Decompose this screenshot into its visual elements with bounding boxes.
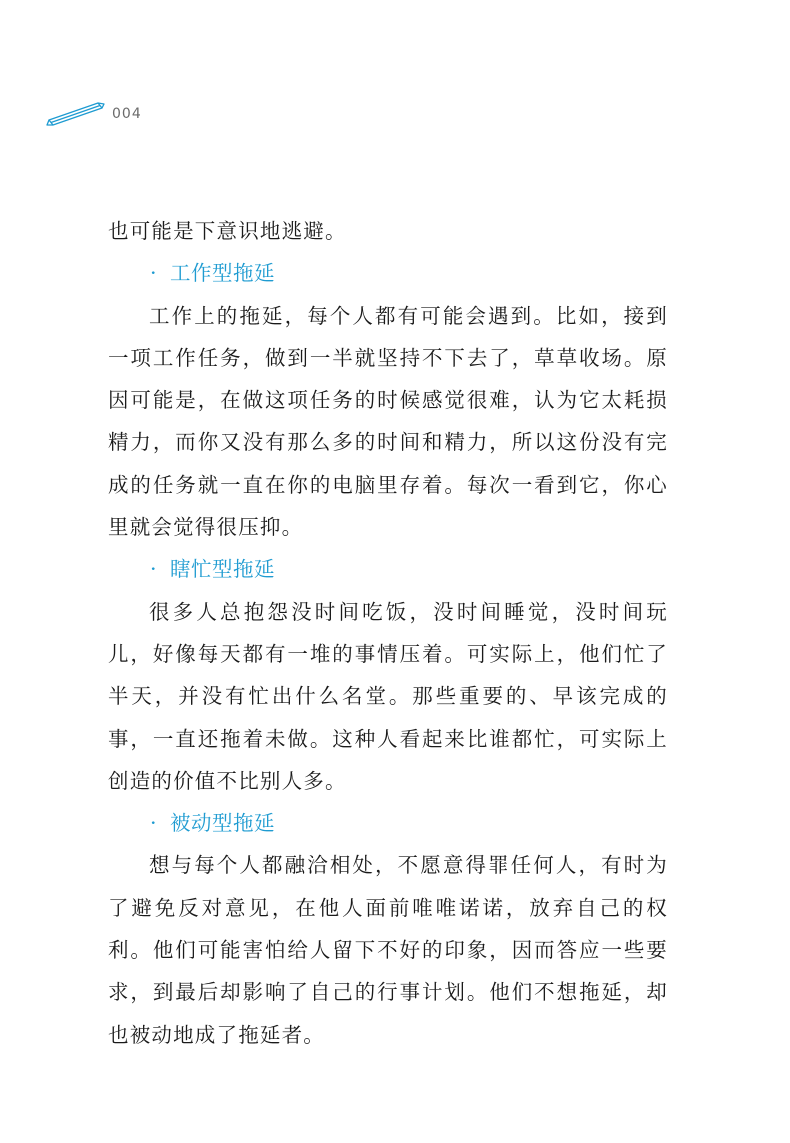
page-number: 004	[112, 106, 142, 122]
page-header	[46, 98, 246, 132]
section-heading-work	[108, 252, 668, 294]
section-heading-passive	[108, 802, 668, 844]
intro-paragraph: 也可能是下意识地逃避。	[108, 219, 347, 243]
bullet-dot: ·	[150, 261, 158, 286]
section-paragraph-passive: 想与每个人都融洽相处，不愿意得罪任何人，有时为了避免反对意见，在他人面前唯唯诺诺，放弃自己的权利。他们可能害怕给人留下不好的印象，因而答应一些要求，到最后却影响了自己的行事计划。他们不想拖延，却也被动地成了拖延者。	[108, 853, 668, 1047]
pencil-icon	[46, 98, 106, 132]
section-heading-busy	[108, 548, 668, 590]
bullet-dot: ·	[150, 811, 158, 836]
section-paragraph-work: 工作上的拖延，每个人都有可能会遇到。比如，接到一项工作任务，做到一半就坚持不下去了，草草收场。原因可能是，在做这项任务的时候感觉很难，认为它太耗损精力，而你又没有那么多的时间和精力，所以这份没有完成的任务就一直在你的电脑里存着。每次一看到它，你心里就会觉得很压抑。	[108, 303, 668, 540]
section-heading-label: 瞎忙型拖延	[170, 557, 275, 582]
section-heading-label: 被动型拖延	[170, 811, 275, 836]
page-body	[108, 210, 668, 1056]
bullet-dot: ·	[150, 557, 158, 582]
section-heading-label: 工作型拖延	[170, 261, 275, 286]
section-paragraph-busy: 很多人总抱怨没时间吃饭，没时间睡觉，没时间玩儿，好像每天都有一堆的事情压着。可实际上，他们忙了半天，并没有忙出什么名堂。那些重要的、早该完成的事，一直还拖着未做。这种人看起来比谁都忙，可实际上创造的价值不比别人多。	[108, 599, 668, 793]
